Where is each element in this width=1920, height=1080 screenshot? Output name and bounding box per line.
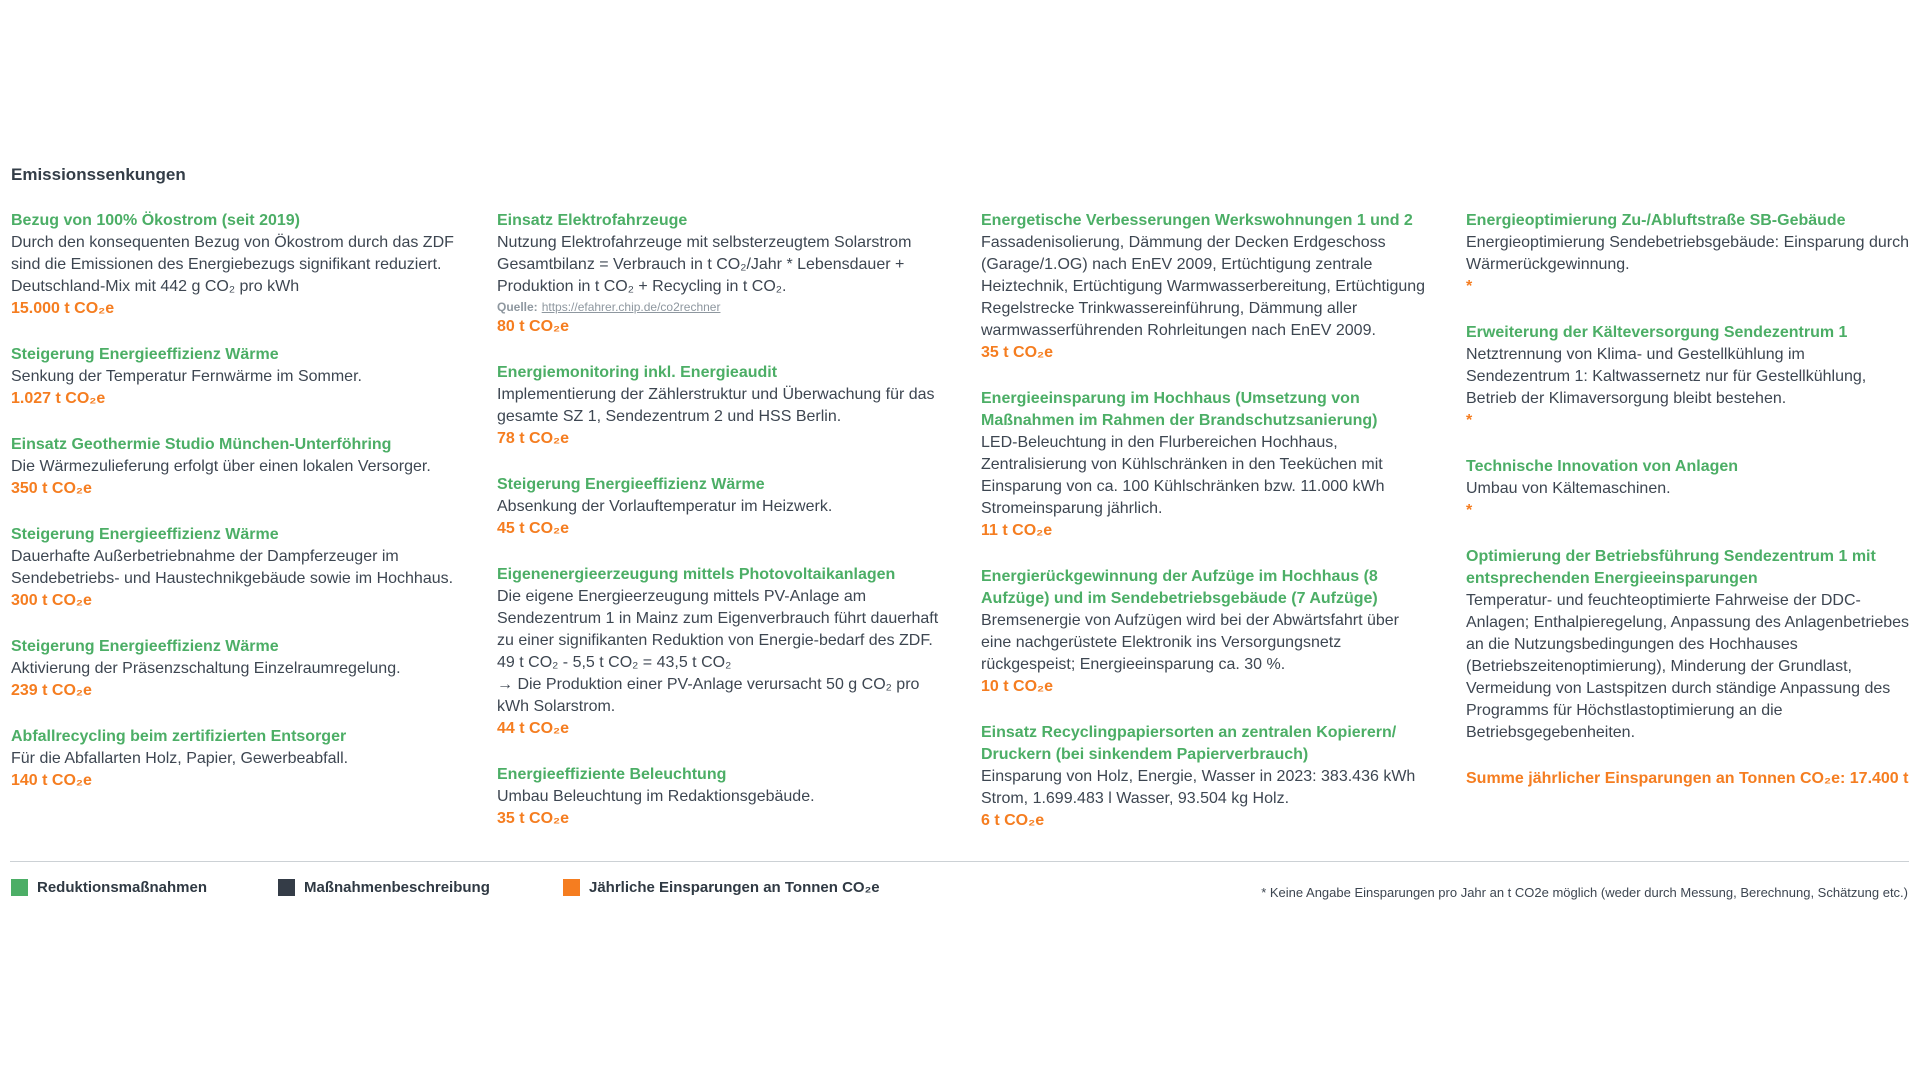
measure-item — [11, 434, 458, 500]
measure-description: Für die Abfallarten Holz, Papier, Gewerbeabfall. — [11, 750, 349, 767]
measure-title: Einsatz Elektrofahrzeuge — [497, 212, 688, 229]
source-label: Quelle: — [497, 300, 538, 314]
measure-description: Dauerhafte Außerbetriebnahme der Dampferzeuger im Sendebetriebs- und Haustechnikgebäude sowie im Hochhaus. — [11, 548, 454, 587]
measure-value: 6 t CO₂e — [981, 812, 1045, 829]
dark-swatch-icon — [278, 879, 295, 896]
measure-item — [497, 210, 944, 338]
measure-value: * — [1466, 412, 1473, 429]
measure-item — [497, 764, 944, 830]
measure-item — [1466, 456, 1913, 522]
measure-description: Absenkung der Vorlauftemperatur im Heizwerk. — [497, 498, 833, 515]
measure-description: → Die Produktion einer PV-Anlage verursacht 50 g CO₂ pro kWh Solarstrom. — [497, 676, 920, 715]
measure-item — [11, 636, 458, 702]
legend-label: Maßnahmenbeschreibung — [304, 879, 490, 896]
measure-title: Abfallrecycling beim zertifizierten Entsorger — [11, 728, 347, 745]
measure-title: Energierückgewinnung der Aufzüge im Hochhaus (8 Aufzüge) und im Sendebetriebsgebäude (7 Aufzüge) — [981, 568, 1378, 607]
measure-value: * — [1466, 502, 1473, 519]
orange-swatch-icon — [563, 879, 580, 896]
legend-item-measure-description — [278, 879, 490, 896]
measure-title: Steigerung Energieeffizienz Wärme — [11, 346, 279, 363]
column-2 — [497, 210, 944, 854]
measure-value: 11 t CO₂e — [981, 522, 1053, 539]
measure-value: 44 t CO₂e — [497, 720, 570, 737]
measure-title: Optimierung der Betriebsführung Sendezentrum 1 mit entsprechenden Energieeinsparungen — [1466, 548, 1876, 587]
measure-description: Netztrennung von Klima- und Gestellkühlung im Sendezentrum 1: Kaltwassernetz nur für Gestellkühlung, Betrieb der Klimaversorgung bleibt bestehen. — [1466, 346, 1867, 407]
summary-line: Summe jährlicher Einsparungen an Tonnen CO₂e: 17.400 t — [1466, 770, 1909, 787]
measure-value: 80 t CO₂e — [497, 318, 570, 335]
measure-value: 10 t CO₂e — [981, 678, 1054, 695]
measure-title: Technische Innovation von Anlagen — [1466, 458, 1739, 475]
measure-title: Steigerung Energieeffizienz Wärme — [497, 476, 765, 493]
measure-title: Steigerung Energieeffizienz Wärme — [11, 526, 279, 543]
measure-item — [497, 474, 944, 540]
measure-value: 45 t CO₂e — [497, 520, 570, 537]
measure-description: Umbau Beleuchtung im Redaktionsgebäude. — [497, 788, 815, 805]
measure-description: Energieoptimierung Sendebetriebsgebäude: Einsparung durch Wärmerückgewinnung. — [1466, 234, 1909, 273]
column-3 — [981, 210, 1428, 856]
measure-source — [497, 298, 944, 316]
measure-value: * — [1466, 278, 1473, 295]
measure-item — [981, 722, 1428, 832]
measure-item — [497, 564, 944, 740]
measure-value: 140 t CO₂e — [11, 772, 92, 789]
measure-value: 1.027 t CO₂e — [11, 390, 106, 407]
measure-value: 350 t CO₂e — [11, 480, 92, 497]
measure-description: Umbau von Kältemaschinen. — [1466, 480, 1671, 497]
measure-description: Implementierung der Zählerstruktur und Überwachung für das gesamte SZ 1, Sendezentrum 2 und HSS Berlin. — [497, 386, 935, 425]
legend-item-reduction-measures — [11, 879, 207, 896]
measure-description: Nutzung Elektrofahrzeuge mit selbsterzeugtem Solarstrom Gesamtbilanz = Verbrauch in t CO₂/Jahr * Lebensdauer + Produktion in t CO₂ + Recycling in t CO₂. — [497, 234, 912, 295]
measure-item — [981, 388, 1428, 542]
measure-item — [497, 362, 944, 450]
measure-title: Steigerung Energieeffizienz Wärme — [11, 638, 279, 655]
page-title: Emissionssenkungen — [11, 165, 186, 184]
measure-item — [981, 566, 1428, 698]
measure-title: Energetische Verbesserungen Werkswohnungen 1 und 2 — [981, 212, 1413, 229]
measure-description: LED-Beleuchtung in den Flurbereichen Hochhaus, Zentralisierung von Kühlschränken in den Teeküchen mit Einsparung von ca. 100 Kühlschränken bzw. 11.000 kWh Stromeinsparung jährlich. — [981, 434, 1385, 517]
green-swatch-icon — [11, 879, 28, 896]
measure-value: 78 t CO₂e — [497, 430, 570, 447]
footnote: * Keine Angabe Einsparungen pro Jahr an t CO2e möglich (weder durch Messung, Berechnung, Schätzung etc.) — [1261, 885, 1908, 900]
measure-description: Einsparung von Holz, Energie, Wasser in 2023: 383.436 kWh Strom, 1.699.483 l Wasser, 93.504 kg Holz. — [981, 768, 1416, 807]
legend-item-annual-savings — [563, 879, 880, 896]
measure-item — [11, 726, 458, 792]
measure-description: Senkung der Temperatur Fernwärme im Sommer. — [11, 368, 362, 385]
measure-title: Energieoptimierung Zu-/Abluftstraße SB-Gebäude — [1466, 212, 1846, 229]
measure-value: 300 t CO₂e — [11, 592, 92, 609]
measure-item — [11, 344, 458, 410]
measure-description: Die eigene Energieerzeugung mittels PV-Anlage am Sendezentrum 1 in Mainz zum Eigenverbrauch führt dauerhaft zu einer signifikanten Reduktion von Energie-bedarf des ZDF. 49 t CO₂ - 5,5 t CO₂ = 43,5 t CO₂ — [497, 588, 939, 671]
measure-description: Die Wärmezulieferung erfolgt über einen lokalen Versorger. — [11, 458, 431, 475]
measure-description: Fassadenisolierung, Dämmung der Decken Erdgeschoss (Garage/1.OG) nach EnEV 2009, Ertüchtigung zentrale Heiztechnik, Ertüchtigung Warmwasserbereitung, Ertüchtigung Regelstrecke Trinkwassereinführung, Dämmung aller warmwasserführenden Rohrleitungen nach EnEV 2009. — [981, 234, 1426, 339]
measure-item — [11, 524, 458, 612]
measure-title: Energieeinsparung im Hochhaus (Umsetzung von Maßnahmen im Rahmen der Brandschutzsanierung) — [981, 390, 1378, 429]
measure-item — [1466, 322, 1913, 432]
measure-title: Energieeffiziente Beleuchtung — [497, 766, 727, 783]
measure-description: Bremsenergie von Aufzügen wird bei der Abwärtsfahrt über eine nachgerüstete Elektronik ins Versorgungsnetz rückgespeist; Energieeinsparung ca. 30 %. — [981, 612, 1400, 673]
measure-item — [981, 210, 1428, 364]
measure-value: 239 t CO₂e — [11, 682, 92, 699]
measure-item — [11, 210, 458, 320]
measure-title: Einsatz Recyclingpapiersorten an zentralen Kopierern/ Druckern (bei sinkendem Papierverbrauch) — [981, 724, 1397, 763]
column-1 — [11, 210, 458, 816]
measure-description: Aktivierung der Präsenzschaltung Einzelraumregelung. — [11, 660, 401, 677]
measure-value: 35 t CO₂e — [981, 344, 1054, 361]
measure-item — [1466, 210, 1913, 298]
measure-title: Eigenenergieerzeugung mittels Photovoltaikanlagen — [497, 566, 896, 583]
legend-label: Reduktionsmaßnahmen — [37, 879, 208, 896]
measure-title: Bezug von 100% Ökostrom (seit 2019) — [11, 212, 300, 229]
measure-title: Erweiterung der Kälteversorgung Sendezentrum 1 — [1466, 324, 1848, 341]
column-4 — [1466, 210, 1913, 806]
measure-title: Einsatz Geothermie Studio München-Unterföhring — [11, 436, 392, 453]
measure-description: Temperatur- und feuchteoptimierte Fahrweise der DDC-Anlagen; Enthalpieregelung, Anpassung des Anlagenbetriebes an die Nutzungsbedingungen des Hochhauses (Betriebszeitenoptimierung), Minderung der Grundlast, Vermeidung von Lastspitzen durch ständige Anpassung des Programms für Höchstlastoptimierung an die Betriebsgegebenheiten. — [1466, 592, 1910, 741]
measure-value: 15.000 t CO₂e — [11, 300, 115, 317]
measure-item — [1466, 546, 1913, 744]
measure-title: Energiemonitoring inkl. Energieaudit — [497, 364, 778, 381]
measure-value: 35 t CO₂e — [497, 810, 570, 827]
source-link[interactable]: https://efahrer.chip.de/co2rechner — [541, 300, 721, 314]
measure-description: Durch den konsequenten Bezug von Ökostrom durch das ZDF sind die Emissionen des Energiebezugs signifikant reduziert. Deutschland-Mix mit 442 g CO₂ pro kWh — [11, 234, 454, 295]
legend-label: Jährliche Einsparungen an Tonnen CO₂e — [589, 879, 880, 896]
legend-divider — [10, 861, 1909, 862]
